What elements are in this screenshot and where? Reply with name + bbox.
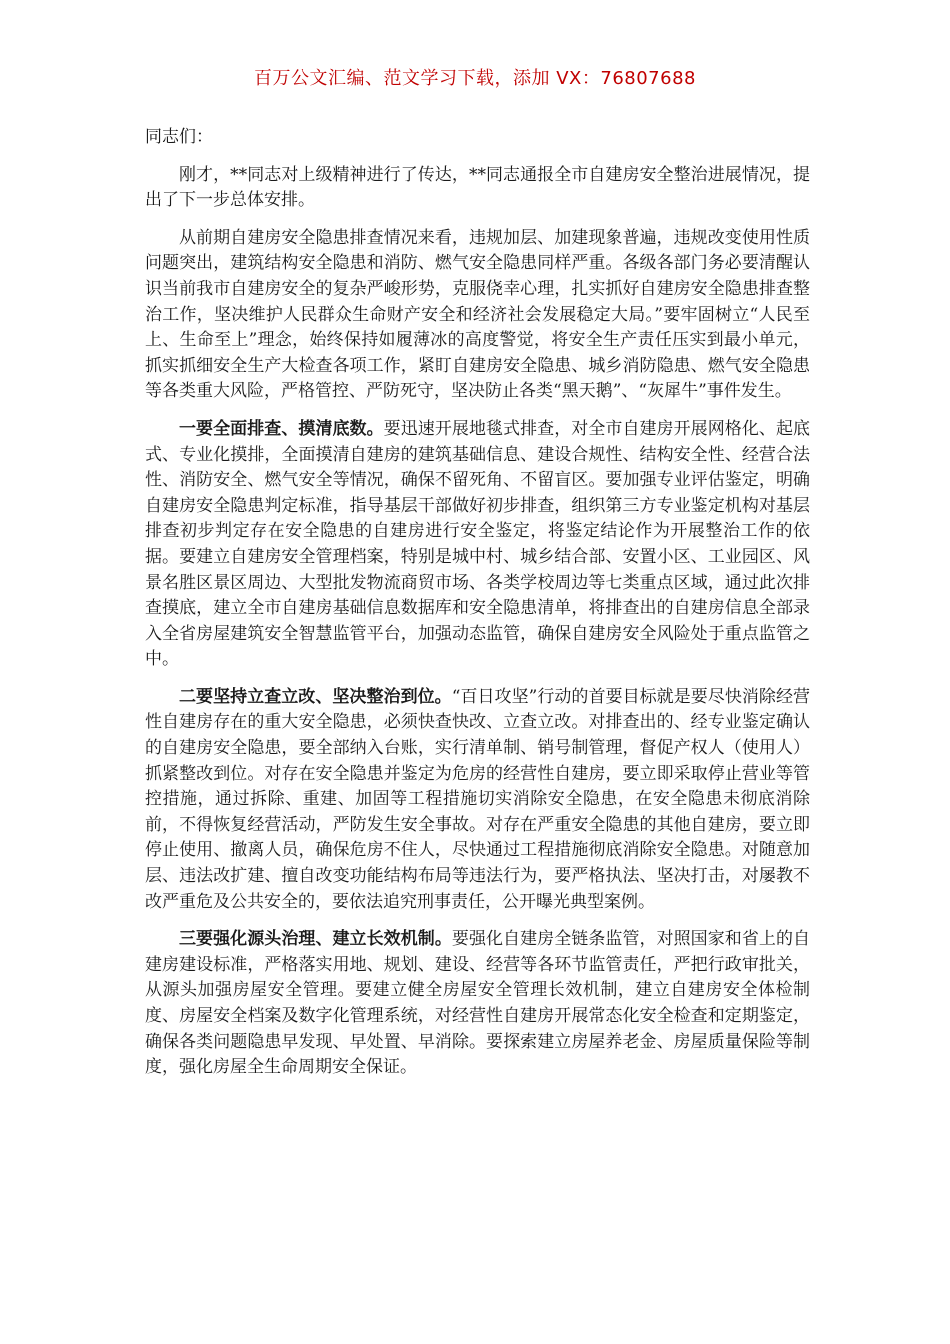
point-two-heading: 二要坚持立查立改、坚决整治到位。 xyxy=(179,686,452,707)
point-three-heading: 三要强化源头治理、建立长效机制。 xyxy=(179,929,452,950)
point-two-body: “百日攻坚”行动的首要目标就是要尽快消除经营性自建房存在的重大安全隐患，必须快查快改、立查立改。对排查出的、经专业鉴定确认的自建房安全隐患，要全部纳入台账，实行清单制、销号制管理，督促产权人（使用人）抓紧整改到位。对存在安全隐患并鉴定为危房的经营性自建房，要立即采取停止营业等管控措施，通过拆除、重建、加固等工程措施切实消除安全隐患，在安全隐患未彻底消除前，不得恢复经营活动，严防发生安全事故。对存在严重安全隐患的其他自建房，要立即停止使用、撤离人员，确保危房不住人，尽快通过工程措施彻底消除安全隐患。对随意加层、违法改扩建、擅自改变功能结构布局等违法行为，要严格执法、坚决打击，对屡教不改严重危及公共安全的，要依法追究刑事责任，公开曝光典型案例。 xyxy=(145,686,810,912)
paragraph-intro: 刚才，**同志对上级精神进行了传达，**同志通报全市自建房安全整治进展情况，提出了下一步总体安排。 xyxy=(145,164,810,211)
paragraph-point-two xyxy=(145,685,810,915)
paragraph-point-three xyxy=(145,927,810,1081)
point-one-heading: 一要全面排查、摸清底数。 xyxy=(179,418,384,439)
point-three-body: 要强化自建房全链条监管，对照国家和省上的自建房建设标准，严格落实用地、规划、建设、经营等各环节监管责任，严把行政审批关，从源头加强房屋安全管理。要建立健全房屋安全管理长效机制，建立自建房安全体检制度、房屋安全档案及数字化管理系统，对经营性自建房开展常态化安全检查和定期鉴定，确保各类问题隐患早发现、早处置、早消除。要探索建立房屋养老金、房屋质量保险等制度，强化房屋全生命周期安全保证。 xyxy=(145,929,811,1078)
watermark-banner: 百万公文汇编、范文学习下载，添加 VX：76807688 xyxy=(254,68,696,89)
paragraph-point-one xyxy=(145,417,810,673)
point-one-body: 要迅速开展地毯式排查，对全市自建房开展网格化、起底式、专业化摸排，全面摸清自建房的建筑基础信息、建设合规性、结构安全性、经营合法性、消防安全、燃气安全等情况，确保不留死角、不留盲区。要加强专业评估鉴定，明确自建房安全隐患判定标准，指导基层干部做好初步排查，组织第三方专业鉴定机构对基层排查初步判定存在安全隐患的自建房进行安全鉴定，将鉴定结论作为开展整治工作的依据。要建立自建房安全管理档案，特别是城中村、城乡结合部、安置小区、工业园区、风景名胜区景区周边、大型批发物流商贸市场、各类学校周边等七类重点区域，通过此次排查摸底，建立全市自建房基础信息数据库和安全隐患清单，将排查出的自建房信息全部录入全省房屋建筑安全智慧监管平台，加强动态监管，确保自建房安全风险处于重点监管之中。 xyxy=(145,418,811,670)
salutation: 同志们： xyxy=(145,127,213,147)
document-body xyxy=(145,125,810,1093)
paragraph-situation: 从前期自建房安全隐患排查情况来看，违规加层、加建现象普遍，违规改变使用性质问题突出，建筑结构安全隐患和消防、燃气安全隐患同样严重。各级各部门务必要清醒认识当前我市自建房安全的复杂严峻形势，克服侥幸心理，扎实抓好自建房安全隐患排查整治工作，坚决维护人民群众生命财产安全和经济社会发展稳定大局。”要牢固树立“人民至上、生命至上”理念，始终保持如履薄冰的高度警觉，将安全生产责任压实到最小单元，抓实抓细安全生产大检查各项工作，紧盯自建房安全隐患、城乡消防隐患、燃气安全隐患等各类重大风险，严格管控、严防死守，坚决防止各类“黑天鹅”、“灰犀牛”事件发生。 xyxy=(145,227,810,402)
